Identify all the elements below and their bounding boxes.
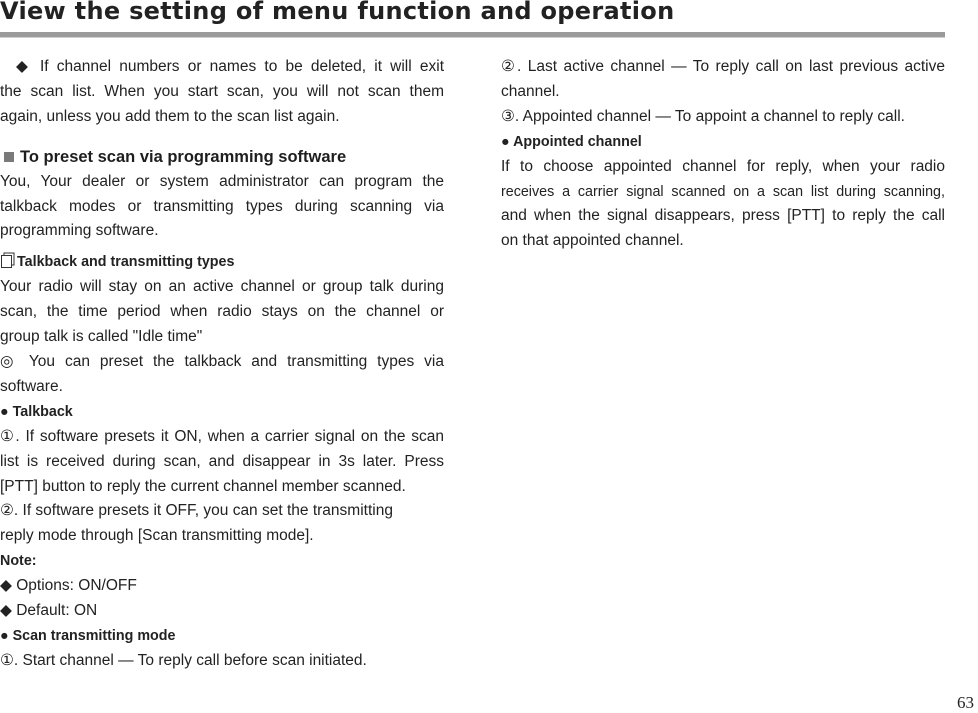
scan-tx-item-2-cont: channel. — [501, 82, 560, 100]
types-body-line-5: software. — [0, 377, 63, 395]
talkback-body-line-5: reply mode through [Scan transmitting mode]. — [0, 527, 314, 545]
types-body-line-3: group talk is called "Idle time" — [0, 328, 203, 346]
preset-heading — [0, 145, 444, 170]
page-title: View the setting of menu function and operation — [0, 0, 675, 25]
talkback-body-line-4: ②. If software presets it OFF, you can set the transmitting — [0, 502, 393, 520]
appointed-heading: ● Appointed channel — [501, 133, 642, 150]
appointed-body-line-3: and when the signal disappears, press [PTT] to reply the call — [501, 207, 945, 225]
intro-line-2: the scan list. When you start scan, you will not scan them — [0, 82, 444, 100]
preset-body-line-2: talkback modes or transmitting types during scanning via — [0, 197, 444, 215]
scan-tx-item-3: ③. Appointed channel — To appoint a channel to reply call. — [501, 107, 905, 125]
talkback-heading: ● Talkback — [0, 403, 73, 420]
note-label: Note: — [0, 553, 37, 570]
talkback-body-line-3: [PTT] button to reply the current channel member scanned. — [0, 477, 406, 495]
intro-line-3: again, unless you add them to the scan list again. — [0, 107, 340, 125]
types-heading-text: Talkback and transmitting types — [17, 254, 235, 271]
talkback-body-line-2: list is received during scan, and disappear in 3s later. Press — [0, 452, 444, 470]
preset-heading-text: To preset scan via programming software — [20, 147, 347, 166]
scan-tx-item-1: ①. Start channel — To reply call before scan initiated. — [0, 651, 367, 669]
types-heading — [0, 250, 444, 275]
note-item-default: ◆ Default: ON — [0, 602, 98, 620]
note-item-options: ◆ Options: ON/OFF — [0, 577, 137, 595]
types-body-line-2: scan, the time period when radio stays on the channel or — [0, 303, 444, 321]
scan-tx-heading: ● Scan transmitting mode — [0, 627, 176, 644]
right-column — [501, 55, 945, 254]
types-body-line-4: ◎ You can preset the talkback and transmitting types via — [0, 352, 444, 370]
document-icon — [0, 252, 16, 268]
preset-body-line-3: programming software. — [0, 222, 159, 240]
appointed-body-line-2: receives a carrier signal scanned on a scan list during scanning, — [501, 183, 945, 200]
scan-tx-item-2: ②. Last active channel — To reply call on last previous active — [501, 58, 945, 75]
appointed-body-line-4: on that appointed channel. — [501, 232, 684, 250]
intro-line-1: ◆ If channel numbers or names to be deleted, it will exit — [16, 58, 444, 75]
title-divider — [0, 32, 945, 38]
square-bullet-icon — [4, 152, 14, 162]
left-column — [0, 55, 444, 674]
preset-body-line-1: You, Your dealer or system administrator can program the — [0, 172, 444, 190]
appointed-body-line-1: If to choose appointed channel for reply, when your radio — [501, 157, 945, 175]
talkback-body-line-1: ①. If software presets it ON, when a carrier signal on the scan — [0, 427, 444, 445]
types-body-line-1: Your radio will stay on an active channel or group talk during — [0, 278, 444, 296]
page-number: 63 — [957, 693, 974, 712]
